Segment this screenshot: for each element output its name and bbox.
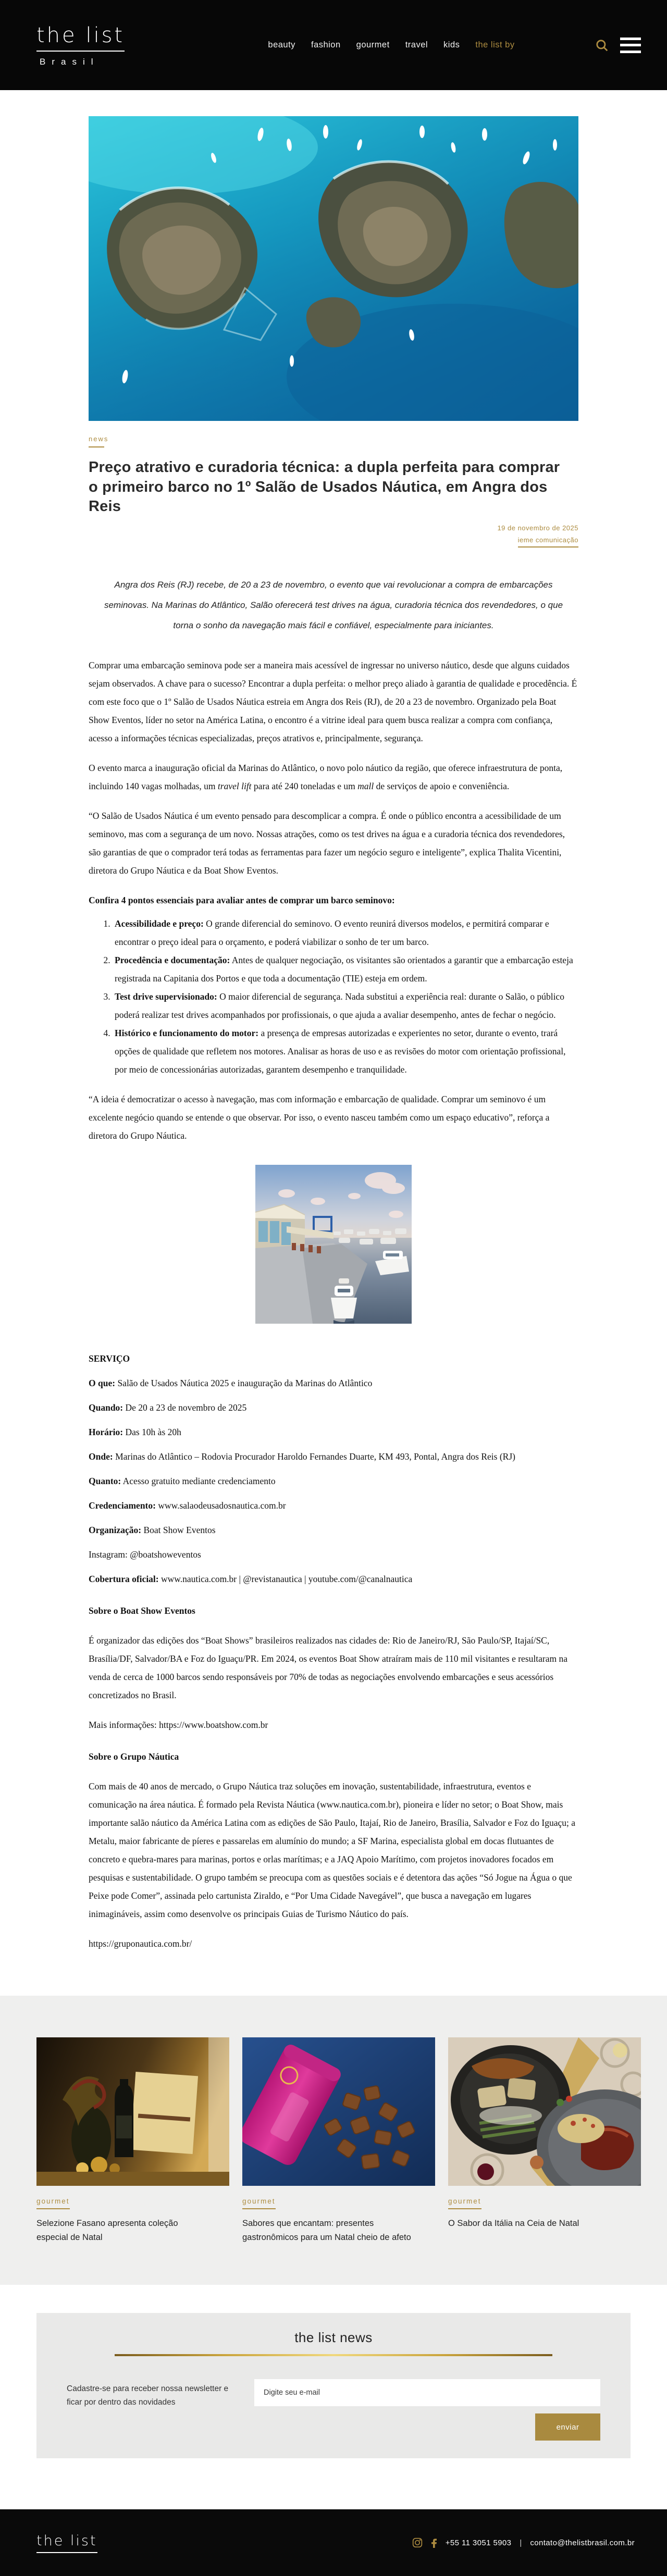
about-boatshow-text: É organizador das edições dos “Boat Shows” brasileiros realizados nas cidades de: Rio de Janeiro/RJ, São Paulo/SP, Itajaí/SC, Brasília/DF, Salvador/BA e Foz do Iguaçu/PR. Em 2024, os eventos Boat Show atraíram mais de 110 mil visitantes e resultaram na venda de cerca de 1000 barcos sendo responsáveis por 70% de todas as negociações envolvendo embarcações e seus acessórios concretizados no Brasil. bbox=[89, 1635, 567, 1701]
related-card-2-category[interactable]: gourmet bbox=[242, 2197, 276, 2209]
service-accreditation-label: Credenciamento: bbox=[89, 1500, 156, 1511]
article-byline[interactable]: ieme comunicação bbox=[518, 536, 578, 547]
checklist-item-4-text: a presença de empresas autorizadas e experientes no setor, durante o evento, trará opções de qualidade que refletem nos motores. Analisar as horas de uso e as revisões do motor com orientação profissional, por meio de concessionárias autorizadas, garantem desempenho e tranquilidade. bbox=[115, 1028, 566, 1075]
service-when bbox=[89, 1399, 578, 1417]
service-coverage-text: www.nautica.com.br | @revistanautica | youtube.com/@canalnautica bbox=[158, 1574, 413, 1585]
header-actions bbox=[595, 38, 641, 53]
newsletter-label: Cadastre-se para receber nossa newsletter e ficar por dentro das novidades bbox=[67, 2384, 229, 2407]
fasano-gift-image bbox=[36, 2037, 229, 2186]
related-card-3-category[interactable]: gourmet bbox=[448, 2197, 481, 2209]
about-boatshow-heading-text: Sobre o Boat Show Eventos bbox=[89, 1606, 195, 1616]
site-header bbox=[0, 0, 667, 90]
newsletter-section bbox=[0, 2285, 667, 2484]
paragraph-quote-1: “O Salão de Usados Náutica é um evento pensado para descomplicar a compra. É onde o público encontra a acessibilidade de um seminovo, mas com a segurança de um novo. Nossas atrações, como os test drives na água e a curadoria técnica dos revendedores, são garantias de que o comprador terá todas as ferramentas para fazer um negócio seguro e inteligente”, explica Thalita Vicentini, diretora do Grupo Náutica e da Boat Show Eventos. bbox=[89, 811, 565, 876]
checklist-item-1 bbox=[113, 915, 578, 951]
aerial-sea-image bbox=[89, 116, 578, 421]
nav-travel[interactable]: travel bbox=[405, 40, 428, 49]
related-articles-section bbox=[0, 1996, 667, 2285]
list-intro bbox=[89, 891, 578, 910]
about-gruponautica-heading bbox=[89, 1748, 578, 1766]
newsletter-box bbox=[36, 2313, 631, 2458]
related-card-2[interactable] bbox=[242, 2037, 435, 2244]
footer-logo[interactable]: the list bbox=[36, 2533, 97, 2553]
service-when-label: Quando: bbox=[89, 1402, 123, 1413]
email-input[interactable] bbox=[254, 2379, 600, 2406]
footer-contact-block bbox=[412, 2537, 635, 2548]
nav-the-list-by[interactable]: the list by bbox=[475, 40, 515, 49]
article-meta bbox=[89, 524, 578, 547]
article-date: 19 de novembro de 2025 bbox=[497, 524, 578, 532]
footer-email[interactable]: contato@thelistbrasil.com.br bbox=[530, 2538, 635, 2547]
related-card-3-title[interactable]: O Sabor da Itália na Ceia de Natal bbox=[448, 2219, 579, 2229]
service-what-text: Salão de Usados Náutica 2025 e inauguração da Marinas do Atlântico bbox=[115, 1378, 373, 1389]
checklist-item-1-text: O grande diferencial do seminovo. O evento reunirá diversos modelos, e permitirá comparar e encontrar o preço ideal para o orçamento, e poderá viabilizar o sonho de ter um barco. bbox=[115, 918, 549, 948]
service-organizer-text: Boat Show Eventos bbox=[141, 1525, 216, 1536]
related-cards bbox=[36, 2037, 631, 2244]
related-card-2-title[interactable]: Sabores que encantam: presentes gastronômicos para um Natal cheio de afeto bbox=[242, 2219, 411, 2242]
service-price-label: Quanto: bbox=[89, 1476, 121, 1487]
service-where-label: Onde: bbox=[89, 1451, 113, 1462]
paragraph-2-italic-2: mall bbox=[357, 781, 374, 792]
article-lead: Angra dos Reis (RJ) recebe, de 20 a 23 de novembro, o evento que vai revolucionar a compra de embarcações seminovas. Na Marinas do Atlântico, Salão oferecerá test drives na água, curadoria técnica dos revendedores, o que torna o sonho da navegação mais fácil e confiável, especialmente para iniciantes. bbox=[104, 580, 563, 631]
gruponautica-link[interactable]: https://gruponautica.com.br/ bbox=[89, 1938, 192, 1949]
gold-divider bbox=[115, 2354, 552, 2356]
list-intro-text: Confira 4 pontos essenciais para avaliar antes de comprar um barco seminovo: bbox=[89, 895, 395, 906]
logo-text: the list bbox=[36, 23, 125, 52]
instagram-icon[interactable] bbox=[412, 2537, 423, 2548]
related-card-1-image bbox=[36, 2037, 229, 2186]
article-category bbox=[89, 434, 578, 447]
checklist-item-4 bbox=[113, 1024, 578, 1079]
service-coverage bbox=[89, 1570, 578, 1588]
checklist-item-4-title: Histórico e funcionamento do motor: bbox=[115, 1028, 259, 1039]
paragraph-2-text: O evento marca a inauguração oficial da Marinas do Atlântico, o novo polo náutico da região, que oferece infraestrutura de ponta, incluindo 140 vagas molhadas, um bbox=[89, 763, 563, 792]
holiday-dinner-image bbox=[448, 2037, 641, 2186]
footer-phone[interactable]: +55 11 3051 5903 bbox=[445, 2538, 512, 2547]
chocolate-tube-image bbox=[242, 2037, 435, 2186]
service-where-text: Marinas do Atlântico – Rodovia Procurador Haroldo Fernandes Duarte, KM 493, Pontal, Angra dos Reis (RJ) bbox=[113, 1451, 515, 1462]
nav-beauty[interactable]: beauty bbox=[268, 40, 295, 49]
service-what bbox=[89, 1374, 578, 1392]
checklist-item-2-title: Procedência e documentação: bbox=[115, 955, 230, 966]
article-body bbox=[89, 656, 578, 1953]
main-nav bbox=[188, 40, 595, 50]
about-gruponautica-text: Com mais de 40 anos de mercado, o Grupo Náutica traz soluções em inovação, sustentabilidade, infraestrutura, eventos e comunicação na área náutica. É formado pela Revista Náutica (www.nautica.com.br), pioneira e líder no setor; o Boat Show, mais importante salão náutico da América Latina com as edições de São Paulo, Itajaí, Rio de Janeiro, Brasília, Salvador e Foz do Iguaçu; a Metalu, maior fabricante de píeres e passarelas em alumínio do mundo; a SF Marina, especialista global em docas flutuantes de concreto e quebra-mares para marinas, portos e orlas marítimas; e a JAQ Apoio Marítimo, com projetos inovadores focados em pesquisas e sustentabilidade. O grupo também se preocupa com as questões sociais e é detentora das ações “Só Jogue na Água o que Peixe pode Comer”, assinada pelo cartunista Ziraldo, e “Por Uma Cidade Navegável”, que busca a navegação em lugares inimagináveis, assim como desenvolve os principais Guias de Turismo Náutico do país. bbox=[89, 1781, 576, 1920]
related-card-3[interactable] bbox=[448, 2037, 641, 2244]
nav-gourmet[interactable]: gourmet bbox=[356, 40, 390, 49]
site-logo[interactable] bbox=[36, 23, 156, 67]
service-where bbox=[89, 1448, 578, 1466]
service-what-label: O que: bbox=[89, 1378, 116, 1389]
service-when-text: De 20 a 23 de novembro de 2025 bbox=[123, 1402, 247, 1413]
paragraph-2-italic-1: travel lift bbox=[217, 781, 252, 792]
service-hours-text: Das 10h às 20h bbox=[123, 1427, 181, 1438]
nav-fashion[interactable]: fashion bbox=[311, 40, 341, 49]
service-accreditation-link: www.salaodeusadosnautica.com.br bbox=[155, 1500, 286, 1511]
checklist-item-3-text: O maior diferencial de segurança. Nada substitui a experiência real: durante o Salão, o público poderá realizar test drives acompanhados por profissionais, o que ajuda a avaliar desempenho, antes de fechar o negócio. bbox=[115, 991, 564, 1021]
logo-subtext: Brasil bbox=[40, 56, 100, 67]
service-section bbox=[89, 1350, 578, 1588]
checklist-item-3-title: Test drive supervisionado: bbox=[115, 991, 217, 1002]
related-card-1-title[interactable]: Selezione Fasano apresenta coleção especial de Natal bbox=[36, 2219, 178, 2242]
paragraph-quote-2: “A ideia é democratizar o acesso à navegação, mas com informação e embarcação de qualidade. Comprar um seminovo é um excelente negócio quando se entende o que observar. Por isso, o evento nasceu também como um espaço educativo”, reforça a diretora do Grupo Náutica. bbox=[89, 1094, 550, 1141]
checklist-item-2-text: Antes de qualquer negociação, os visitantes são orientados a garantir que a embarcação esteja registrada na Capitania dos Portos e que toda a documentação (TIE) esteja em ordem. bbox=[115, 955, 573, 984]
category-label[interactable]: news bbox=[89, 435, 109, 443]
menu-icon[interactable] bbox=[620, 38, 641, 53]
checklist-item-1-title: Acessibilidade e preço: bbox=[115, 918, 204, 929]
article-title: Preço atrativo e curadoria técnica: a dupla perfeita para comprar o primeiro barco no 1º Salão de Usados Náutica, em Angra dos Reis bbox=[89, 459, 560, 515]
hero-image bbox=[89, 116, 578, 421]
paragraph-2-text: de serviços de apoio e conveniência. bbox=[374, 781, 510, 792]
service-organizer bbox=[89, 1521, 578, 1539]
service-hours bbox=[89, 1423, 578, 1441]
nav-kids[interactable]: kids bbox=[443, 40, 460, 49]
service-price-text: Acesso gratuito mediante credenciamento bbox=[121, 1476, 276, 1487]
service-organizer-label: Organização: bbox=[89, 1525, 142, 1536]
facebook-icon[interactable] bbox=[429, 2537, 439, 2548]
article-main bbox=[89, 116, 578, 1996]
service-instagram-handle[interactable]: @boatshoweventos bbox=[127, 1549, 201, 1560]
service-accreditation bbox=[89, 1497, 578, 1515]
service-hours-label: Horário: bbox=[89, 1427, 123, 1438]
related-card-1[interactable] bbox=[36, 2037, 229, 2244]
service-heading-text: SERVIÇO bbox=[89, 1353, 130, 1364]
site-footer bbox=[0, 2509, 667, 2576]
search-icon[interactable] bbox=[595, 39, 609, 52]
about-boatshow-heading bbox=[89, 1602, 578, 1620]
paragraph-1: Comprar uma embarcação seminova pode ser a maneira mais acessível de ingressar no universo náutico, desde que alguns cuidados sejam observados. A chave para o sucesso? Encontrar a dupla perfeita: o melhor preço aliado à garantia de qualidade e procedência. É com este foco que o 1º Salão de Usados Náutica estreia em Angra dos Reis (RJ), de 20 a 23 de novembro. Organizado pela Boat Show Eventos, líder no setor na América Latina, o encontro é a vitrine ideal para quem busca realizar a compra com confiança, acesso a informações técnicas especializadas, preços atrativos e, principalmente, segurança. bbox=[89, 660, 577, 744]
checklist bbox=[113, 915, 578, 1079]
service-price bbox=[89, 1472, 578, 1490]
checklist-item-2 bbox=[113, 951, 578, 988]
newsletter-form bbox=[67, 2379, 600, 2441]
service-heading bbox=[89, 1350, 578, 1368]
related-card-3-image bbox=[448, 2037, 641, 2186]
related-card-1-category[interactable]: gourmet bbox=[36, 2197, 70, 2209]
about-gruponautica-heading-text: Sobre o Grupo Náutica bbox=[89, 1751, 179, 1762]
newsletter-title: the list news bbox=[294, 2330, 373, 2346]
send-button[interactable]: enviar bbox=[535, 2413, 600, 2441]
category-underline bbox=[89, 446, 104, 447]
checklist-item-3 bbox=[113, 988, 578, 1024]
service-instagram-label: Instagram: bbox=[89, 1549, 128, 1560]
service-instagram bbox=[89, 1546, 578, 1564]
related-card-2-image bbox=[242, 2037, 435, 2186]
more-info-link[interactable]: Mais informações: https://www.boatshow.com.br bbox=[89, 1720, 268, 1731]
marina-image bbox=[255, 1165, 412, 1330]
footer-separator: | bbox=[520, 2538, 522, 2547]
paragraph-2-text: para até 240 toneladas e um bbox=[251, 781, 358, 792]
paragraph-2 bbox=[89, 759, 578, 795]
service-coverage-label: Cobertura oficial: bbox=[89, 1574, 159, 1585]
marina-render-image bbox=[255, 1165, 412, 1324]
